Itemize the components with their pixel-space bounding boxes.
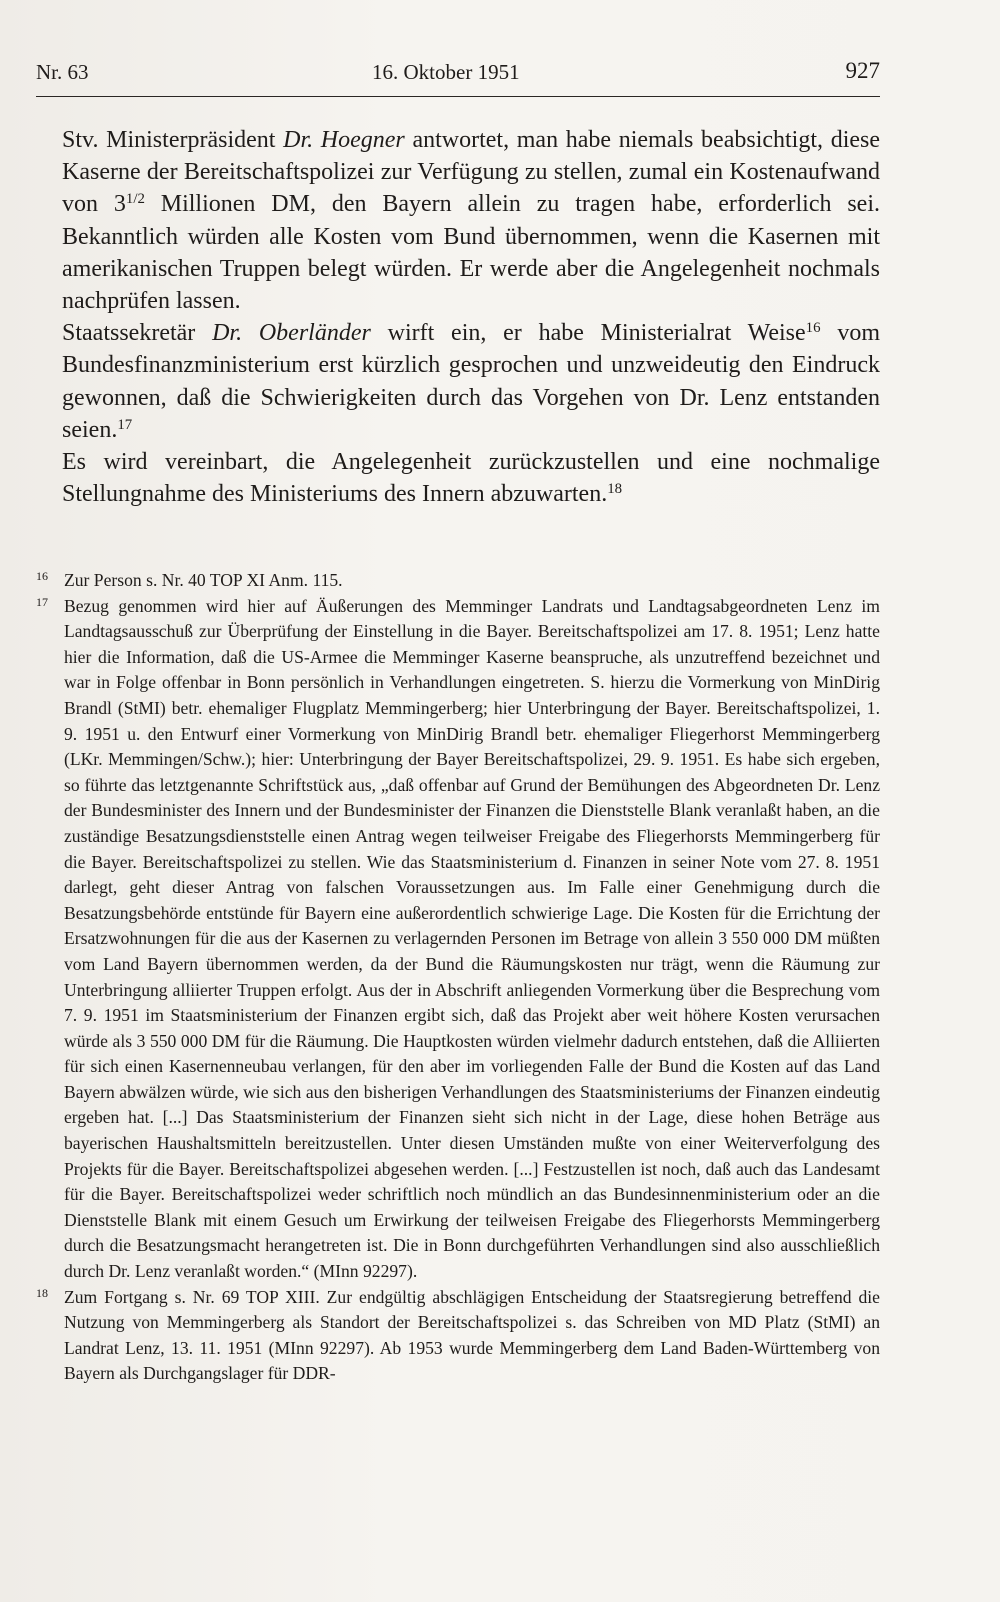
- header-rule: [36, 96, 880, 97]
- speaker-name: Dr. Hoegner: [283, 127, 405, 153]
- footnote-ref: 16: [805, 320, 821, 337]
- footnote-number: 16: [36, 569, 48, 583]
- footnote-number: 18: [36, 1285, 48, 1300]
- page-number: 927: [845, 58, 880, 83]
- footnote-ref: 17: [117, 416, 133, 433]
- main-text: [62, 124, 880, 510]
- session-date: 16. Oktober 1951: [372, 60, 520, 84]
- footnote-number: 17: [36, 594, 48, 609]
- footnote-text: Zur Person s. Nr. 40 TOP XI Anm. 115.: [64, 570, 343, 590]
- speaker-name: Dr. Oberländer: [212, 320, 371, 347]
- paragraph-hoegner: Stv. Ministerpräsident Dr. Hoegner antwortet, man habe niemals beabsichtigt, diese Kaserne der Bereitschaftspolizei zur Verfügung zu stellen, zumal ein Kostenaufwand von $3^{1/2}$ Millionen DM, den Bayern allein zu tragen habe, erforderlich sei. Bekanntlich würden alle Kosten vom Bund übernommen, wenn die Kasernen mit amerikanischen Truppen belegt würden. Er werde aber die Angelegenheit nochmals nachprüfen lassen.: [62, 127, 881, 315]
- footnote-text: Zum Fortgang s. Nr. 69 TOP XIII. Zur endgültig abschlägigen Entscheidung der Staatsregierung betreffend die Nutzung von Memmingerberg als Standort der Bereitschaftspolizei s. das Schreiben von MD Platz (StMI) an Landrat Lenz, 13. 11. 1951 (MInn 92297). Ab 1953 wurde Memmingerberg dem Land Baden-Württemberg von Bayern als Durchgangslager für DDR-: [64, 1286, 880, 1384]
- fraction: 1/2: [125, 191, 145, 208]
- issue-number: Nr. 63: [36, 60, 89, 84]
- footnote-ref: 18: [607, 481, 623, 498]
- footnote: [36, 594, 880, 1285]
- footnote: [36, 568, 880, 594]
- footnotes: [36, 568, 880, 1387]
- paragraph-resolution: Es wird vereinbart, die Angelegenheit zurückzustellen und eine nochmalige Stellungnahme des Ministeriums des Innern abzuwarten.$^{18}$: [62, 449, 880, 508]
- footnote-text: Bezug genommen wird hier auf Äußerungen des Memminger Landrats und Landtagsabgeordneten Lenz im Landtagsausschuß zur Überprüfung der Einstellung in die Bayer. Bereitschaftspolizei am 17. 8. 1951; Lenz hatte hier die Information, daß die US-Armee die Memminger Kaserne beanspruche, als unzutreffend bezeichnet und war in Folge offenbar in Bonn persönlich in Verhandlungen eingetreten. S. hierzu die Vormerkung von MinDirig Brandl (StMI) betr. ehemaliger Flugplatz Memmingerberg; hier Unterbringung der Bayer. Bereitschaftspolizei, 1. 9. 1951 u. den Entwurf einer Vormerkung von MinDirig Brandl betr. ehemaliger Fliegerhorst Memmingerberg (LKr. Memmingen/Schw.); hier: Unterbringung der Bayer Bereitschaftspolizei, 29. 9. 1951. Es habe sich ergeben, so führte das letztgenannte Schriftstück aus, „daß offenbar auf Grund der Bemühungen des Abgeordneten Dr. Lenz der Bundesminister des Innern und der Bundesminister der Finanzen die Dienststelle Blank veranlaßt haben, an die zuständige Besatzungsdienststelle einen Antrag wegen teilweiser Freigabe des Fliegerhorsts Memmingerberg für die Bayer. Bereitschaftspolizei zu stellen. Wie das Staatsministerium d. Finanzen in seiner Note vom 27. 8. 1951 darlegt, geht dieser Antrag von falschen Voraussetzungen aus. Im Falle einer Genehmigung durch die Besatzungsbehörde entstünde für Bayern eine außerordentlich schwierige Lage. Die Kosten für die Errichtung der Ersatzwohnungen für die aus der Kasernen zu verlagernden Personen im Betrage von allein 3 550 000 DM müßten vom Land Bayern übernommen werden, da der Bund die Räumungskosten nur trägt, wenn die Räumung zur Unterbringung alliierter Truppen erfolgt. Aus der in Abschrift anliegenden Vormerkung über die Besprechung vom 7. 9. 1951 im Staatsministerium der Finanzen ergibt sich, daß das Projekt aber weit höhere Kosten verursachen würde als 3 550 000 DM für die Räumung. Die Hauptkosten würden vielmehr dadurch entstehen, daß die Alliierten für sich einen Kasernenneubau verlangen, für den aber im vorliegenden Falle der Bund die Kosten auf das Land Bayern abwälzen würde, wie sich aus den bisherigen Verhandlungen des Staatsministeriums der Finanzen eindeutig ergeben hat. [...] Das Staatsministerium der Finanzen sieht sich nicht in der Lage, diese hohen Beträge aus bayerischen Haushaltsmitteln bereitzustellen. Unter diesen Umständen mußte von einer Weiterverfolgung des Projekts für die Bayer. Bereitschaftspolizei abgesehen werden. [...] Festzustellen ist noch, daß auch das Landesamt für die Bayer. Bereitschaftspolizei weder schriftlich noch mündlich an das Bundesinnenministerium oder an die Dienststelle Blank mit einem Gesuch um Erwirkung der teilweisen Freigabe des Fliegerhorsts Memmingerberg durch die Besatzungsmacht herangetreten ist. Die in Bonn durchgeführten Verhandlungen sind also ausschließlich durch Dr. Lenz veranlaßt worden.“ (MInn 92297).: [64, 595, 880, 1282]
- running-header: [36, 60, 880, 90]
- footnote: [36, 1285, 880, 1387]
- paragraph-oberlaender: Staatssekretär Dr. Oberländer wirft ein, er habe Ministerialrat Weise$^{16}$ vom Bundesfinanzministerium erst kürzlich gesprochen und unzweideutig den Eindruck gewonnen, daß die Schwierigkeiten durch das Vorgehen von Dr. Lenz entstanden seien.$^{17}$: [62, 320, 880, 443]
